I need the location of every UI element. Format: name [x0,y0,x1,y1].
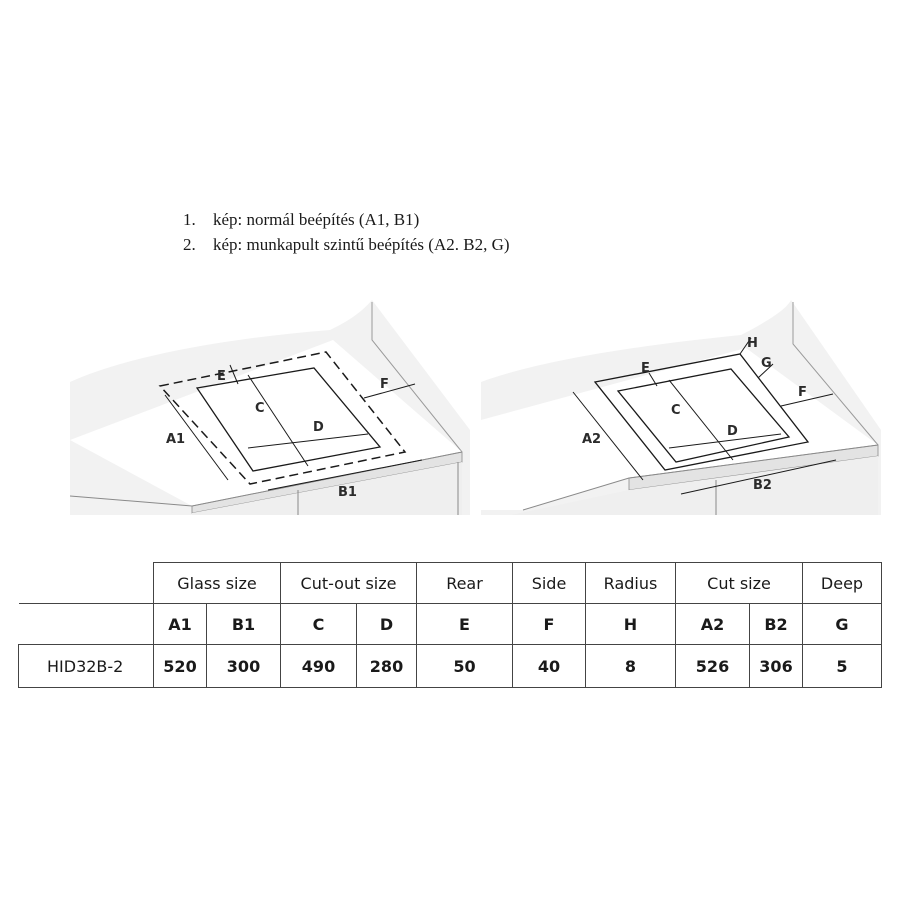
note-number: 2. [183,235,196,254]
note-text: kép: munkapult szintű beépítés (A2. B2, G) [213,235,510,254]
value-cell: 5 [803,645,882,688]
model-name: HID32B-2 [19,645,154,688]
note-item [183,232,510,257]
installation-notes [183,207,510,257]
group-header-row [19,563,882,604]
note-item [183,207,510,232]
label-d: D [313,420,324,435]
note-text: kép: normál beépítés (A1, B1) [213,210,420,229]
label-h: H [747,336,758,351]
label-f: F [798,385,807,400]
normal-installation-diagram [70,300,470,515]
subheader-cell: A2 [676,604,750,645]
value-cell: 8 [586,645,676,688]
label-a2: A2 [582,432,602,447]
label-b2: B2 [753,478,772,493]
value-cell: 306 [750,645,803,688]
subheader-cell: H [586,604,676,645]
value-cell: 526 [676,645,750,688]
group-radius: Radius [586,563,676,604]
table-row [19,645,882,688]
value-cell: 300 [207,645,281,688]
group-deep: Deep [803,563,882,604]
label-c: C [671,403,681,418]
value-cell: 280 [357,645,417,688]
dimensions-table [18,562,882,688]
label-e: E [217,369,226,384]
subheader-cell: B1 [207,604,281,645]
empty-corner [19,563,154,604]
group-rear: Rear [417,563,513,604]
group-glass-size: Glass size [154,563,281,604]
subheader-cell: D [357,604,417,645]
label-g: G [761,356,772,371]
label-a1: A1 [166,432,186,447]
label-d: D [727,424,738,439]
flush-installation-diagram [481,300,881,515]
subheader-cell: E [417,604,513,645]
value-cell: 40 [513,645,586,688]
group-side: Side [513,563,586,604]
value-cell: 520 [154,645,207,688]
group-cutout-size: Cut-out size [281,563,417,604]
empty-corner [19,604,154,645]
value-cell: 50 [417,645,513,688]
label-b1: B1 [338,485,357,500]
subheader-cell: A1 [154,604,207,645]
subheader-row [19,604,882,645]
label-f: F [380,377,389,392]
subheader-cell: F [513,604,586,645]
label-c: C [255,401,265,416]
value-cell: 490 [281,645,357,688]
subheader-cell: B2 [750,604,803,645]
subheader-cell: G [803,604,882,645]
group-cut-size: Cut size [676,563,803,604]
note-number: 1. [183,210,196,229]
label-e: E [641,361,650,376]
subheader-cell: C [281,604,357,645]
